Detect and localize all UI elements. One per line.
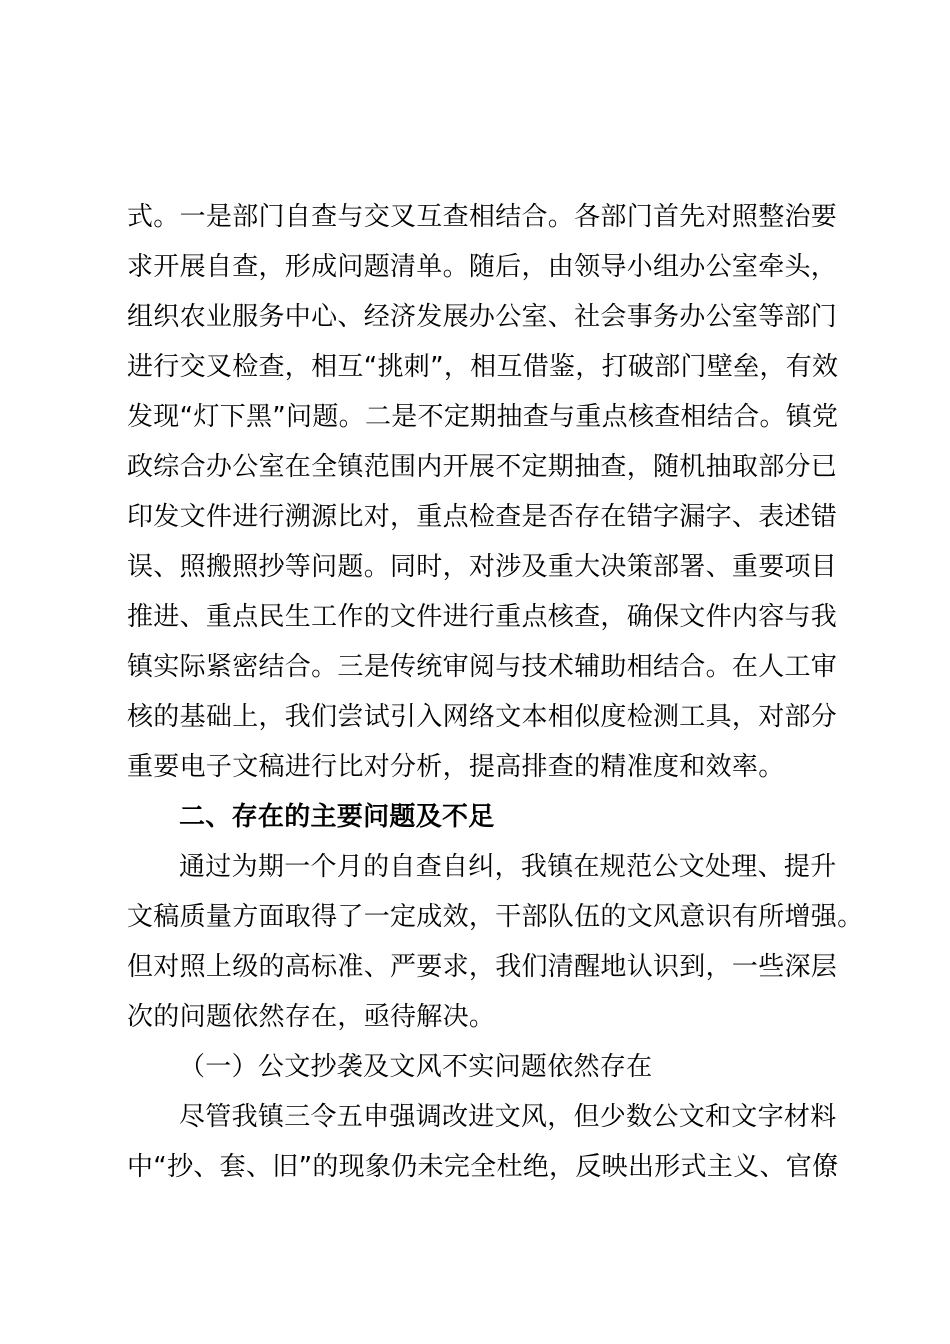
paragraph-3-line: 中“抄、套、旧”的现象仍未完全杜绝，反映出形式主义、官僚 bbox=[127, 1152, 839, 1182]
paragraph-1-line: 印发文件进行溯源比对，重点检查是否存在错字漏字、表述错 bbox=[127, 502, 838, 532]
document-body bbox=[127, 192, 864, 1192]
paragraph-1-line: 重要电子文稿进行比对分析，提高排查的精准度和效率。 bbox=[127, 752, 785, 782]
paragraph-1-line: 推进、重点民生工作的文件进行重点核查，确保文件内容与我 bbox=[127, 602, 838, 632]
paragraph-1-line: 镇实际紧密结合。三是传统审阅与技术辅助相结合。在人工审 bbox=[127, 652, 838, 682]
paragraph-2-line: 通过为期一个月的自查自纠，我镇在规范公文处理、提升 bbox=[179, 852, 837, 882]
paragraph-1-line: 核的基础上，我们尝试引入网络文本相似度检测工具，对部分 bbox=[127, 702, 838, 732]
paragraph-2-line: 但对照上级的高标准、严要求，我们清醒地认识到，一些深层 bbox=[127, 952, 838, 982]
paragraph-2-line: 次的问题依然存在，亟待解决。 bbox=[127, 1002, 496, 1032]
paragraph-1-line: 进行交叉检查，相互“挑刺”，相互借鉴，打破部门壁垒，有效 bbox=[127, 352, 839, 382]
paragraph-2-line: 文稿质量方面取得了一定成效，干部队伍的文风意识有所增强。 bbox=[127, 902, 864, 932]
paragraph-1-line: 式。一是部门自查与交叉互查相结合。各部门首先对照整治要 bbox=[127, 202, 838, 232]
paragraph-3-line: 尽管我镇三令五申强调改进文风，但少数公文和文字材料 bbox=[179, 1102, 837, 1132]
paragraph-1-line: 求开展自查，形成问题清单。随后，由领导小组办公室牵头， bbox=[127, 252, 838, 282]
paragraph-1-line: 发现“灯下黑”问题。二是不定期抽查与重点核查相结合。镇党 bbox=[127, 402, 839, 432]
paragraph-1-line: 误、照搬照抄等问题。同时，对涉及重大决策部署、重要项目 bbox=[127, 552, 838, 582]
paragraph-1-line: 组织农业服务中心、经济发展办公室、社会事务办公室等部门 bbox=[127, 302, 838, 332]
section-heading: 二、存在的主要问题及不足 bbox=[179, 802, 495, 832]
paragraph-1-line: 政综合办公室在全镇范围内开展不定期抽查，随机抽取部分已 bbox=[127, 452, 838, 482]
subsection-heading: （一）公文抄袭及文风不实问题依然存在 bbox=[179, 1052, 653, 1082]
